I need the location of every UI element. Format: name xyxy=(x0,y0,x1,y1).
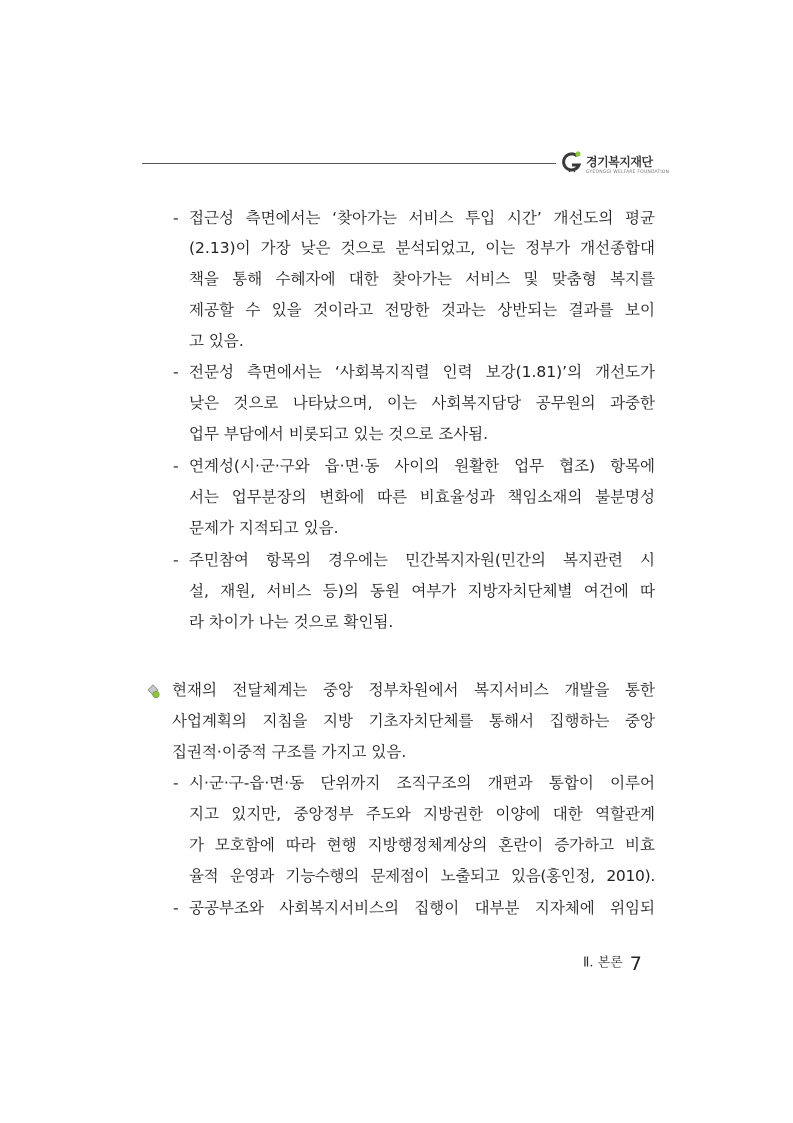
text-line: 서는 업무분장의 변화에 따른 비효율성과 책임소재의 불분명성 xyxy=(189,488,655,506)
text-line: 업무 부담에서 비롯되고 있는 것으로 조사됨. xyxy=(189,425,489,443)
text-line: (2.13)이 가장 낮은 것으로 분석되었고, 이는 정부가 개선종합대 xyxy=(189,239,655,257)
page-footer xyxy=(583,948,642,978)
logo-subtitle: GYEONGGI WELFARE FOUNDATION xyxy=(586,170,670,175)
section-label: Ⅱ. 본론 xyxy=(583,955,623,971)
text-line: 시·군·구-읍·면·동 단위까지 조직구조의 개편과 통합이 이루어 xyxy=(189,774,655,792)
text-line: 고 있음. xyxy=(189,332,244,350)
text-line: 책을 통해 수혜자에 대한 찾아가는 서비스 및 맞춤형 복지를 xyxy=(189,270,655,288)
header-rule xyxy=(142,163,556,164)
text-line: 지고 있지만, 중앙정부 주도와 지방권한 이양에 대한 역할관계 xyxy=(189,805,655,823)
text-line: 가 모호함에 따라 현행 지방행정체계상의 혼란이 증가하고 비효 xyxy=(189,836,655,854)
page-number: 7 xyxy=(629,952,642,975)
text-line: 집권적·이중적 구조를 가지고 있음. xyxy=(172,743,407,761)
text-line: 사업계획의 지침을 지방 기초자치단체를 통해서 집행하는 중앙 xyxy=(172,712,655,730)
text-line: 전문성 측면에서는 ‘사회복지직렬 인력 보강(1.81)’의 개선도가 xyxy=(189,363,655,381)
dash-marker: - xyxy=(173,551,179,569)
logo-mark-icon xyxy=(560,150,584,176)
foundation-logo xyxy=(560,150,670,184)
dash-marker: - xyxy=(173,363,179,381)
text-line: 접근성 측면에서는 ‘찾아가는 서비스 투입 시간’ 개선도의 평균 xyxy=(189,209,655,227)
text-line: 주민참여 항목의 경우에는 민간복지자원(민간의 복지관련 시 xyxy=(189,551,655,569)
text-line: 제공할 수 있을 것이라고 전망한 것과는 상반되는 결과를 보이 xyxy=(189,301,655,319)
dash-marker: - xyxy=(173,209,179,227)
logo-name: 경기복지재단 xyxy=(586,155,653,169)
dash-marker: - xyxy=(173,774,179,792)
text-line: 문제가 지적되고 있음. xyxy=(189,519,339,537)
text-line: 설, 재원, 서비스 등)의 동원 여부가 지방자치단체별 여건에 따 xyxy=(189,582,655,600)
text-line: 공공부조와 사회복지서비스의 집행이 대부분 지자체에 위임되 xyxy=(189,899,655,917)
text-line: 율적 운영과 기능수행의 문제점이 노출되고 있음(홍인정, 2010). xyxy=(189,867,655,885)
text-line: 라 차이가 나는 것으로 확인됨. xyxy=(189,613,394,631)
text-line: 현재의 전달체계는 중앙 정부차원에서 복지서비스 개발을 통한 xyxy=(172,681,655,699)
dash-marker: - xyxy=(173,899,179,917)
text-line: 낮은 것으로 나타났으며, 이는 사회복지담당 공무원의 과중한 xyxy=(189,394,655,412)
bullet-icon xyxy=(146,684,160,698)
text-line: 연계성(시·군·구와 읍·면·동 사이의 원활한 업무 협조) 항목에 xyxy=(189,457,655,475)
dash-marker: - xyxy=(173,457,179,475)
